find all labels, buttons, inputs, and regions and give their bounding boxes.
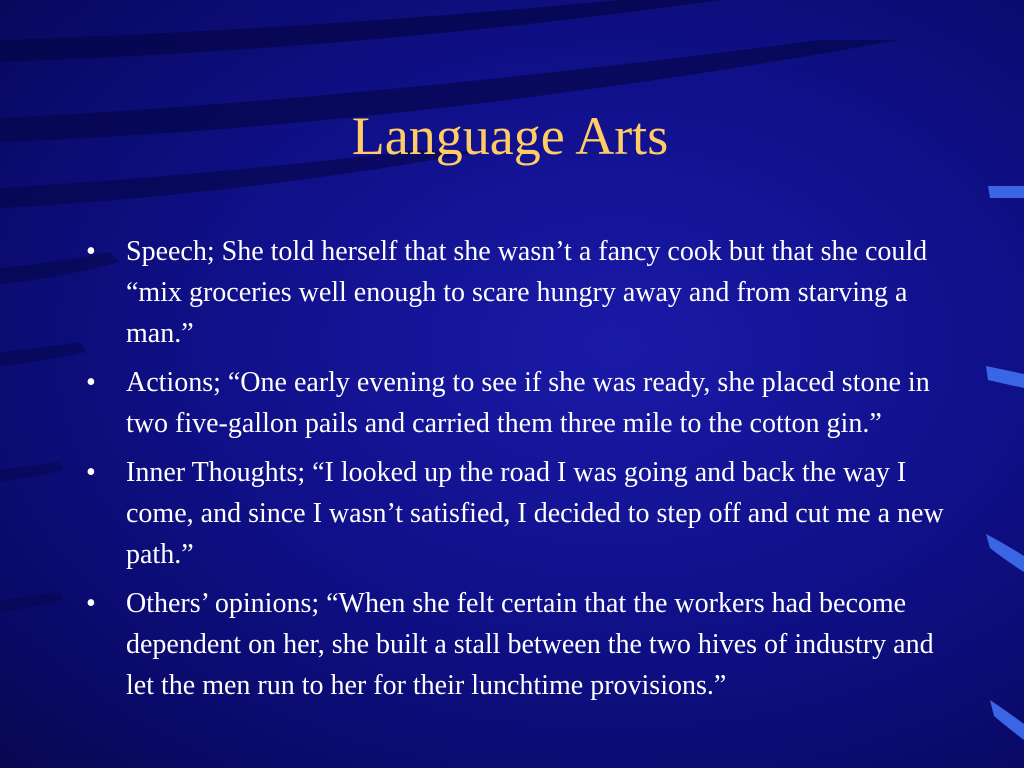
bullet-icon: •: [86, 588, 96, 619]
bullet-text: Actions; “One early evening to see if she was ready, she placed stone in two five-gallon pails and carried them three mile to the cotton gin.”: [126, 367, 930, 439]
bullet-text: Inner Thoughts; “I looked up the road I was going and back the way I come, and since I wasn’t satisfied, I decided to step off and cut me a new path.”: [126, 457, 944, 570]
bullet-item: [86, 231, 946, 354]
bullet-item: [86, 362, 946, 444]
bullet-text: Others’ opinions; “When she felt certain that the workers had become dependent on her, she built a stall between the two hives of industry and let the men run to her for their lunchtime provisions.”: [126, 588, 934, 701]
bullet-text: Speech; She told herself that she wasn’t a fancy cook but that she could “mix groceries well enough to scare hungry away and from starving a man.”: [126, 236, 928, 349]
bullet-list: [86, 231, 946, 714]
bullet-icon: •: [86, 457, 96, 488]
bullet-item: [86, 583, 946, 706]
bullet-item: [86, 452, 946, 575]
bullet-icon: •: [86, 236, 96, 267]
slide-title: Language Arts: [351, 106, 669, 166]
bullet-icon: •: [86, 367, 96, 398]
